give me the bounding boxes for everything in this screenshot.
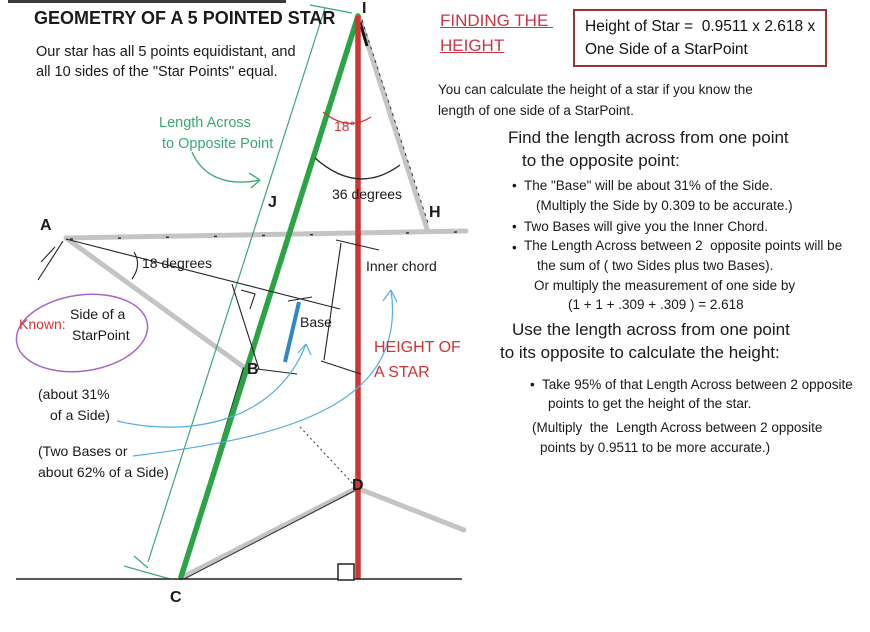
- finding-heading-2: HEIGHT: [440, 36, 505, 55]
- dim-connector-right: [324, 243, 341, 360]
- note-31-line-1: (about 31%: [38, 386, 110, 402]
- known-value-1: Side of a: [70, 306, 126, 322]
- known-value-2: StarPoint: [72, 327, 130, 343]
- right-angle-foot: [241, 290, 255, 309]
- bullet-3-line-1: The Length Across between 2 opposite points will be: [524, 238, 843, 253]
- angle-18-at-a-label: 18 degrees: [142, 255, 213, 271]
- bullet-3-line-2: the sum of ( two Sides plus two Bases).: [537, 258, 774, 273]
- subtitle-line-1: Our star has all 5 points equidistant, and: [36, 44, 296, 60]
- right-angle-square: [338, 564, 354, 580]
- note-62-line-2: about 62% of a Side): [38, 464, 169, 480]
- arrow-31-head-2: [306, 344, 311, 355]
- find-heading-1: Find the length across from one point: [508, 128, 789, 147]
- intro-line-1: You can calculate the height of a star if you know the: [438, 82, 753, 97]
- length-across-label-2: to Opposite Point: [162, 136, 274, 152]
- formula-line-2: One Side of a StarPoint: [585, 41, 748, 58]
- point-label-j: J: [268, 194, 277, 211]
- green-arrow-curve: [192, 152, 260, 182]
- bullet-icon: •: [512, 219, 517, 234]
- angle-apex-label: 18°: [334, 118, 356, 134]
- bullet-icon: •: [512, 240, 517, 255]
- point-label-i: I: [362, 0, 367, 17]
- length-across-label-1: Length Across: [159, 115, 251, 131]
- bullet-1-line-2: (Multiply the Side by 0.309 to be accurate.): [536, 198, 793, 213]
- dim-tick-right-bottom: [321, 361, 361, 374]
- dimension-tick-bottom: [124, 566, 170, 579]
- green-length-line: [181, 16, 358, 577]
- point-label-a: A: [40, 217, 52, 234]
- star-outline: [66, 17, 466, 578]
- finding-heading-1: FINDING THE: [440, 11, 554, 30]
- angle-36-label: 36 degrees: [332, 186, 403, 202]
- thin-c-d: [184, 490, 356, 579]
- point-label-c: C: [170, 589, 182, 606]
- green-arrow: [192, 152, 260, 188]
- use-heading-1: Use the length across from one point: [512, 320, 790, 339]
- tick-a: [41, 247, 55, 262]
- bullet-4-line-4: points by 0.9511 to be more accurate.): [540, 440, 771, 455]
- dim-connector-left: [232, 284, 259, 369]
- arrow-62-head-1: [383, 290, 391, 301]
- bullet-2-line-1: Two Bases will give you the Inner Chord.: [524, 219, 768, 234]
- dimension-tick-cross: [134, 556, 148, 568]
- subtitle-line-2: all 10 sides of the "Star Points" equal.: [36, 64, 278, 80]
- known-label: Known:: [19, 316, 66, 332]
- inner-chord-label: Inner chord: [366, 258, 437, 274]
- use-heading-2: to its opposite to calculate the height:: [500, 343, 780, 362]
- base-label: Base: [300, 314, 332, 330]
- bullet-4-line-3: (Multiply the Length Across between 2 opposite: [532, 420, 823, 435]
- point-label-h: H: [429, 204, 441, 221]
- dotted-b-d: [300, 427, 356, 487]
- intro-line-2: length of one side of a StarPoint.: [438, 103, 634, 118]
- find-heading-2: to the opposite point:: [522, 151, 680, 170]
- page-title: GEOMETRY OF A 5 POINTED STAR: [34, 8, 336, 28]
- bullet-icon: •: [530, 377, 535, 392]
- green-arrow-head-1: [249, 173, 260, 180]
- formula-line-1: Height of Star = 0.9511 x 2.618 x: [585, 18, 816, 35]
- bullet-1-line-1: The "Base" will be about 31% of the Side.: [524, 178, 773, 193]
- bullet-3-line-3: Or multiply the measurement of one side by: [534, 278, 796, 293]
- note-62-line-1: (Two Bases or: [38, 443, 128, 459]
- bullet-icon: •: [512, 178, 517, 193]
- formula-box: [573, 9, 827, 67]
- line-18-deg: [66, 239, 340, 309]
- point-label-d: D: [352, 477, 364, 494]
- height-of-star-label-1: HEIGHT OF: [374, 339, 461, 356]
- arrow-31-curve: [117, 344, 306, 427]
- edge-a-to-right: [66, 231, 466, 238]
- bullet-4-line-2: points to get the height of the star.: [548, 396, 752, 411]
- dimension-line: [124, 5, 352, 579]
- construction-dotted: [70, 20, 460, 579]
- bullet-3-line-4: (1 + 1 + .309 + .309 ) = 2.618: [568, 297, 744, 312]
- base-segment: [285, 302, 299, 362]
- dimension-main: [148, 8, 325, 562]
- top-crop-bar: [8, 0, 286, 3]
- bullet-4-line-1: Take 95% of that Length Across between 2 opposite: [542, 377, 853, 392]
- note-31-line-2: of a Side): [50, 407, 110, 423]
- edge-d-tail: [357, 488, 464, 530]
- height-of-star-label-2: A STAR: [374, 364, 430, 381]
- point-label-b: B: [247, 361, 259, 378]
